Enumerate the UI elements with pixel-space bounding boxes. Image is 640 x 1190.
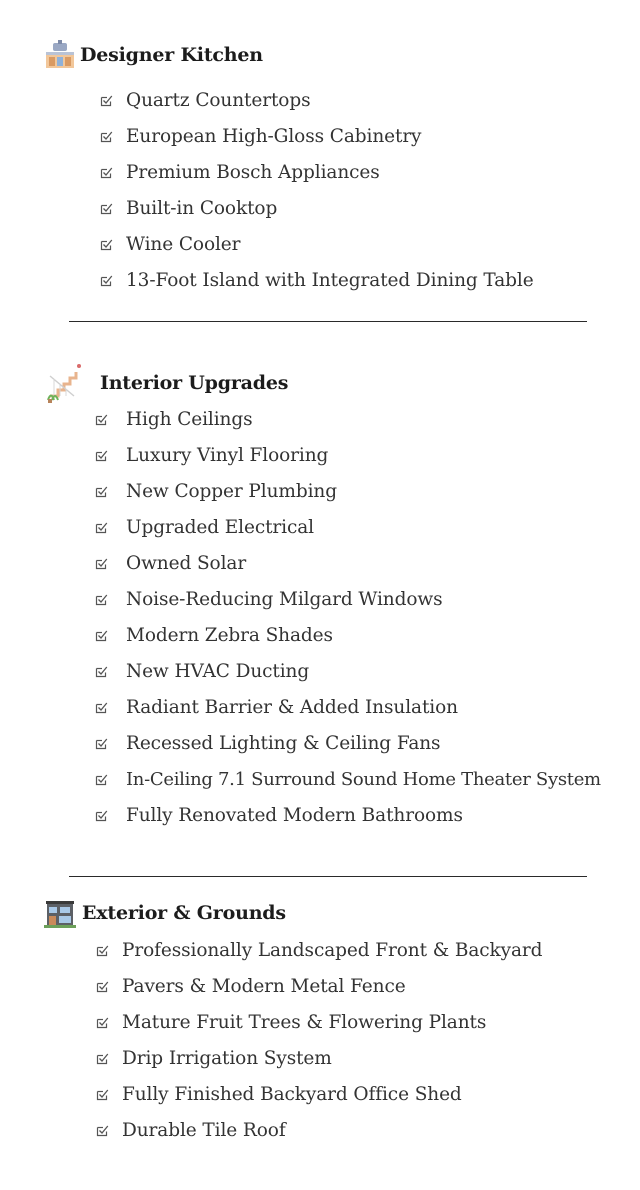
checkbox-icon (95, 449, 108, 462)
list-item: Fully Renovated Modern Bathrooms (95, 797, 601, 833)
kitchen-icon (44, 40, 76, 70)
list-item: Wine Cooler (100, 226, 534, 262)
list-item: Fully Finished Backyard Office Shed (96, 1076, 542, 1112)
checkbox-icon (95, 485, 108, 498)
section-divider (69, 321, 587, 322)
checkbox-icon (96, 980, 109, 993)
checkbox-icon (96, 1088, 109, 1101)
checkbox-icon (96, 1124, 109, 1137)
checkbox-icon (95, 413, 108, 426)
section-heading (44, 897, 286, 929)
list-item: Owned Solar (95, 545, 601, 581)
feature-list (95, 401, 601, 833)
list-item: In-Ceiling 7.1 Surround Sound Home Theater System (95, 761, 601, 797)
checkbox-icon (96, 1016, 109, 1029)
list-item: Luxury Vinyl Flooring (95, 437, 601, 473)
list-item: Quartz Countertops (100, 82, 534, 118)
checkbox-icon (100, 166, 113, 179)
checkbox-icon (95, 593, 108, 606)
section-divider (69, 876, 587, 877)
list-item: New Copper Plumbing (95, 473, 601, 509)
checkbox-icon (96, 944, 109, 957)
section-title: Interior Upgrades (100, 372, 289, 394)
checkbox-icon (95, 773, 108, 786)
checkbox-icon (100, 94, 113, 107)
checkbox-icon (95, 557, 108, 570)
list-item: New HVAC Ducting (95, 653, 601, 689)
checkbox-icon (95, 809, 108, 822)
section-title: Exterior & Grounds (82, 902, 286, 924)
checkbox-icon (95, 521, 108, 534)
list-item: Professionally Landscaped Front & Backyard (96, 932, 542, 968)
checkbox-icon (95, 629, 108, 642)
list-item: Radiant Barrier & Added Insulation (95, 689, 601, 725)
list-item: Pavers & Modern Metal Fence (96, 968, 542, 1004)
checkbox-icon (100, 202, 113, 215)
list-item: Drip Irrigation System (96, 1040, 542, 1076)
house-exterior-icon (44, 897, 76, 929)
checkbox-icon (96, 1052, 109, 1065)
list-item: Mature Fruit Trees & Flowering Plants (96, 1004, 542, 1040)
list-item: European High-Gloss Cabinetry (100, 118, 534, 154)
checkbox-icon (100, 130, 113, 143)
list-item: Recessed Lighting & Ceiling Fans (95, 725, 601, 761)
section-heading (44, 362, 288, 404)
staircase-icon (44, 362, 84, 404)
checkbox-icon (100, 274, 113, 287)
list-item: 13-Foot Island with Integrated Dining Table (100, 262, 534, 298)
list-item: Noise-Reducing Milgard Windows (95, 581, 601, 617)
list-item: Modern Zebra Shades (95, 617, 601, 653)
section-title: Designer Kitchen (80, 44, 263, 66)
list-item: Durable Tile Roof (96, 1112, 542, 1148)
list-item: Premium Bosch Appliances (100, 154, 534, 190)
feature-list (100, 82, 534, 298)
feature-list (96, 932, 542, 1148)
checkbox-icon (95, 665, 108, 678)
list-item: Built-in Cooktop (100, 190, 534, 226)
list-item: High Ceilings (95, 401, 601, 437)
checkbox-icon (100, 238, 113, 251)
checkbox-icon (95, 701, 108, 714)
list-item: Upgraded Electrical (95, 509, 601, 545)
section-heading (44, 40, 263, 70)
checkbox-icon (95, 737, 108, 750)
